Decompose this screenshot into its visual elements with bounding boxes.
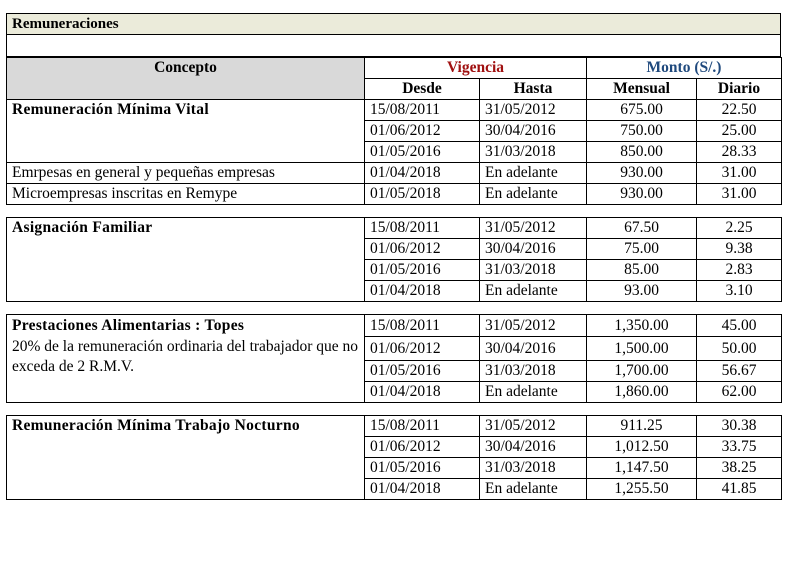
table-row (7, 100, 782, 121)
cell-hasta: 30/04/2016 (480, 121, 587, 142)
cell-hasta: 31/03/2018 (480, 458, 587, 479)
cell-diario: 2.25 (697, 218, 782, 239)
section-title: Asignación Familiar (7, 218, 365, 302)
header-vigencia: Vigencia (365, 58, 587, 79)
cell-desde: 01/04/2018 (365, 382, 480, 403)
cell-mensual: 1,350.00 (587, 315, 697, 337)
cell-desde: 01/06/2012 (365, 239, 480, 260)
cell-diario: 41.85 (697, 479, 782, 500)
cell-hasta: 31/05/2012 (480, 315, 587, 337)
cell-concepto: Emrpesas en general y pequeñas empresas (7, 163, 365, 184)
cell-mensual: 1,012.50 (587, 437, 697, 458)
remuneraciones-table (6, 57, 782, 500)
section-gap (7, 403, 782, 416)
section-gap (7, 205, 782, 218)
table-row (7, 315, 782, 337)
header-row-top (7, 58, 782, 79)
header-diario: Diario (697, 79, 782, 100)
cell-desde: 01/06/2012 (365, 337, 480, 361)
cell-desde: 15/08/2011 (365, 218, 480, 239)
cell-desde: 01/06/2012 (365, 437, 480, 458)
cell-mensual: 1,255.50 (587, 479, 697, 500)
cell-desde: 01/05/2018 (365, 184, 480, 205)
cell-diario: 22.50 (697, 100, 782, 121)
header-desde: Desde (365, 79, 480, 100)
cell-mensual: 1,700.00 (587, 361, 697, 382)
gap-cell (7, 205, 782, 218)
gap-cell (7, 403, 782, 416)
cell-mensual: 1,147.50 (587, 458, 697, 479)
cell-diario: 38.25 (697, 458, 782, 479)
cell-mensual: 850.00 (587, 142, 697, 163)
cell-mensual: 1,500.00 (587, 337, 697, 361)
section-title-bar: Remuneraciones (6, 13, 781, 35)
section-gap (7, 302, 782, 315)
cell-diario: 31.00 (697, 184, 782, 205)
cell-desde: 01/05/2016 (365, 260, 480, 281)
cell-hasta: En adelante (480, 281, 587, 302)
cell-mensual: 85.00 (587, 260, 697, 281)
gap-cell (7, 302, 782, 315)
cell-hasta: 31/05/2012 (480, 100, 587, 121)
cell-desde: 01/04/2018 (365, 281, 480, 302)
cell-diario: 50.00 (697, 337, 782, 361)
cell-diario: 30.38 (697, 416, 782, 437)
cell-mensual: 1,860.00 (587, 382, 697, 403)
cell-hasta: En adelante (480, 479, 587, 500)
cell-hasta: 30/04/2016 (480, 239, 587, 260)
cell-mensual: 675.00 (587, 100, 697, 121)
header-monto: Monto (S/.) (587, 58, 782, 79)
cell-mensual: 67.50 (587, 218, 697, 239)
cell-hasta: 30/04/2016 (480, 337, 587, 361)
header-hasta: Hasta (480, 79, 587, 100)
cell-hasta: En adelante (480, 163, 587, 184)
cell-desde: 15/08/2011 (365, 100, 480, 121)
cell-desde: 01/05/2016 (365, 361, 480, 382)
cell-concepto: Microempresas inscritas en Remype (7, 184, 365, 205)
cell-hasta: 31/03/2018 (480, 260, 587, 281)
cell-diario: 9.38 (697, 239, 782, 260)
cell-mensual: 930.00 (587, 184, 697, 205)
cell-desde: 01/05/2016 (365, 142, 480, 163)
header-concepto: Concepto (7, 58, 365, 100)
section-title: Prestaciones Alimentarias : Topes (7, 315, 365, 337)
cell-diario: 31.00 (697, 163, 782, 184)
table-row (7, 337, 782, 361)
cell-desde: 01/05/2016 (365, 458, 480, 479)
table-row (7, 416, 782, 437)
cell-hasta: 31/05/2012 (480, 416, 587, 437)
section-title: Remuneración Mínima Vital (7, 100, 365, 163)
header-mensual: Mensual (587, 79, 697, 100)
cell-diario: 45.00 (697, 315, 782, 337)
table-body (7, 58, 782, 500)
cell-mensual: 911.25 (587, 416, 697, 437)
cell-hasta: 31/05/2012 (480, 218, 587, 239)
blank-spacer-bar (6, 35, 781, 57)
cell-diario: 25.00 (697, 121, 782, 142)
cell-diario: 33.75 (697, 437, 782, 458)
cell-hasta: 31/03/2018 (480, 361, 587, 382)
cell-desde: 01/04/2018 (365, 479, 480, 500)
cell-hasta: En adelante (480, 184, 587, 205)
table-row (7, 163, 782, 184)
cell-diario: 56.67 (697, 361, 782, 382)
cell-mensual: 93.00 (587, 281, 697, 302)
cell-diario: 62.00 (697, 382, 782, 403)
table-row (7, 184, 782, 205)
cell-hasta: 30/04/2016 (480, 437, 587, 458)
table-row (7, 218, 782, 239)
cell-mensual: 750.00 (587, 121, 697, 142)
cell-hasta: En adelante (480, 382, 587, 403)
cell-desde: 15/08/2011 (365, 315, 480, 337)
remuneraciones-document (6, 13, 781, 500)
section-description: 20% de la remuneración ordinaria del trabajador que no exceda de 2 R.M.V. (7, 337, 365, 403)
cell-diario: 28.33 (697, 142, 782, 163)
cell-desde: 15/08/2011 (365, 416, 480, 437)
cell-diario: 2.83 (697, 260, 782, 281)
cell-hasta: 31/03/2018 (480, 142, 587, 163)
cell-diario: 3.10 (697, 281, 782, 302)
cell-mensual: 75.00 (587, 239, 697, 260)
cell-desde: 01/06/2012 (365, 121, 480, 142)
cell-desde: 01/04/2018 (365, 163, 480, 184)
section-title: Remuneración Mínima Trabajo Nocturno (7, 416, 365, 500)
cell-mensual: 930.00 (587, 163, 697, 184)
